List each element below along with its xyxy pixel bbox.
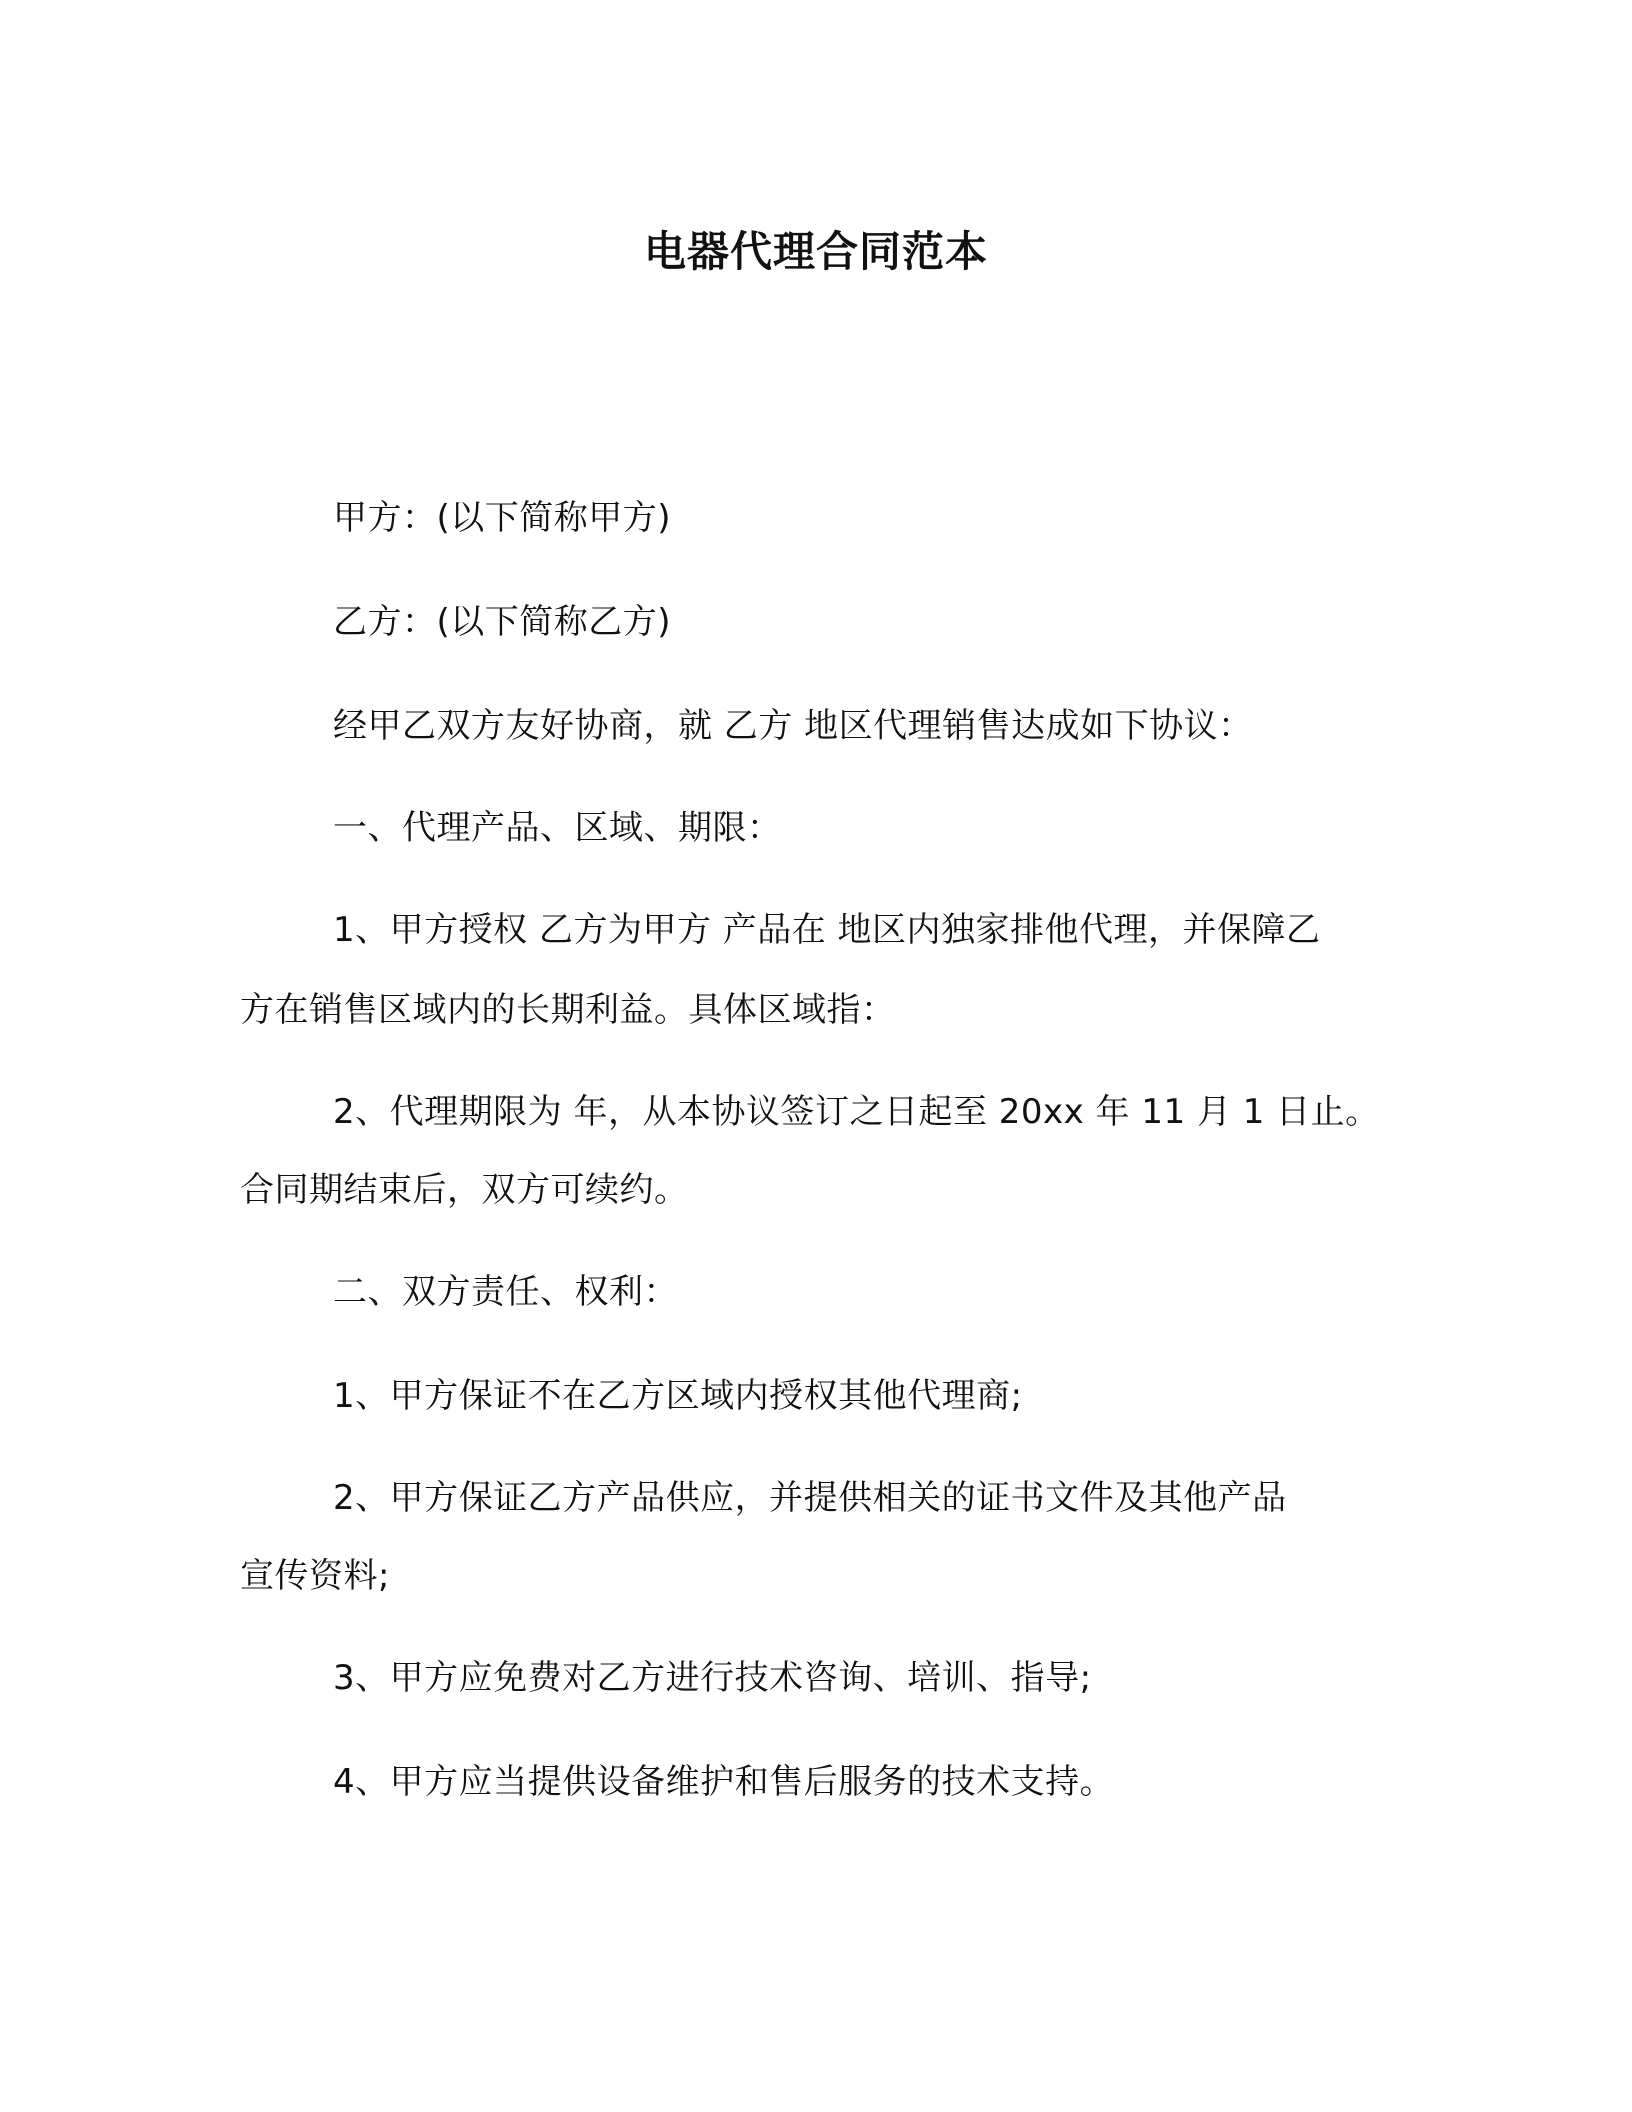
section2-item4: 4、甲方应当提供设备维护和售后服务的技术支持。 [333,1762,1115,1802]
section1-item1-line2: 方在销售区域内的长期利益。具体区域指： [240,990,896,1030]
section2-item3: 3、甲方应免费对乙方进行技术咨询、培训、指导; [333,1658,1092,1698]
section2-item1: 1、甲方保证不在乙方区域内授权其他代理商; [333,1376,1023,1416]
section1-item2-line1: 2、代理期限为 年，从本协议签订之日起至 20xx 年 11 月 1 日止。 [333,1092,1380,1132]
section1-item2-line2: 合同期结束后，双方可续约。 [240,1170,689,1210]
section2-item2-line1: 2、甲方保证乙方产品供应，并提供相关的证书文件及其他产品 [333,1478,1287,1518]
section2-heading: 二、双方责任、权利： [333,1272,678,1312]
party-b-line: 乙方：(以下简称乙方) [333,602,672,642]
section1-item1-line1: 1、甲方授权 乙方为甲方 产品在 地区内独家排他代理，并保障乙 [333,910,1321,950]
intro-paragraph: 经甲乙双方友好协商，就 乙方 地区代理销售达成如下协议： [333,706,1253,746]
party-a-line: 甲方：(以下简称甲方) [333,498,672,538]
document-title: 电器代理合同范本 [643,227,988,276]
section1-heading: 一、代理产品、区域、期限： [333,808,782,848]
section2-item2-line2: 宣传资料; [240,1556,390,1596]
